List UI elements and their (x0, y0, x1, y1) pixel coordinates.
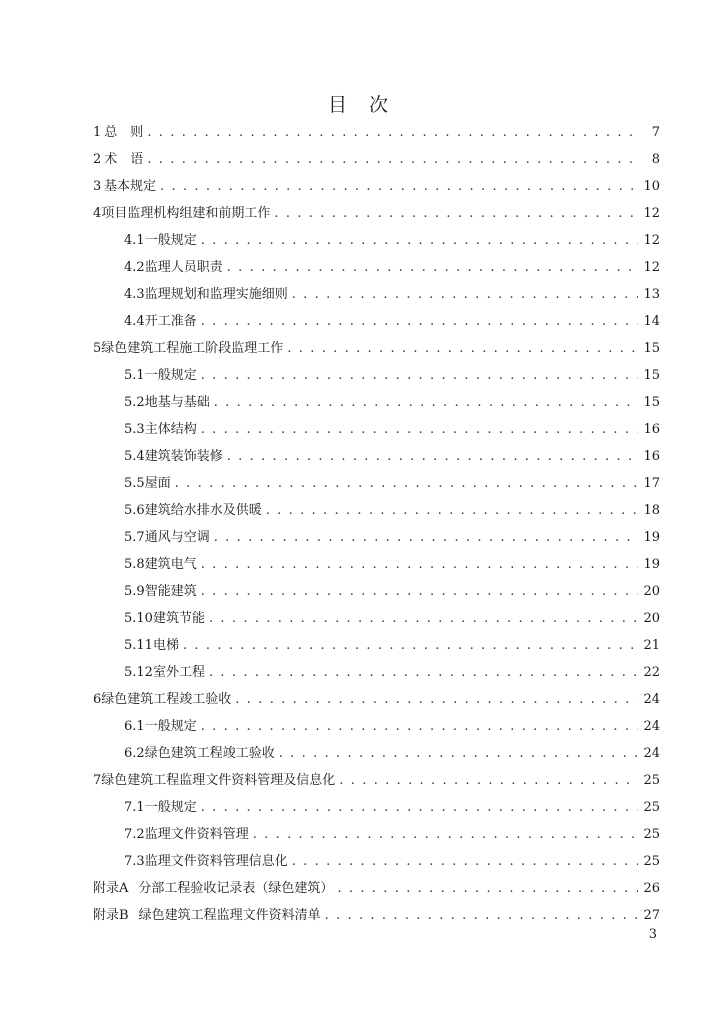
toc-entry-6[interactable] (93, 686, 660, 713)
dot-leader (214, 524, 638, 551)
toc-page-number: 17 (643, 476, 660, 491)
toc-number: 4 (93, 206, 102, 221)
toc-number: 5.11 (124, 638, 153, 653)
toc-label: 绿色建筑工程监理文件资料清单 (138, 908, 321, 923)
toc-entry-4-4[interactable] (93, 308, 660, 335)
dot-leader (201, 308, 638, 335)
toc-label: 一般规定 (144, 800, 197, 815)
dot-leader (201, 551, 638, 578)
toc-label: 建筑给水排水及供暖 (144, 503, 262, 518)
toc-entry-4[interactable] (93, 200, 660, 227)
toc-page-number: 16 (643, 422, 660, 437)
toc-entry-5-4[interactable] (93, 443, 660, 470)
toc-page-number: 25 (643, 827, 660, 842)
toc-entry-5-7[interactable] (93, 524, 660, 551)
toc-label: 绿色建筑工程监理文件资料管理及信息化 (101, 773, 336, 788)
toc-entry-5-1[interactable] (93, 362, 660, 389)
toc-entry-4-2[interactable] (93, 254, 660, 281)
toc-page-number: 22 (643, 665, 660, 680)
toc-entry-appendix-a[interactable] (93, 875, 660, 902)
toc-page-number: 14 (643, 314, 660, 329)
toc-number: 4.2 (124, 260, 145, 275)
toc-entry-7-2[interactable] (93, 821, 660, 848)
toc-entry-5-9[interactable] (93, 578, 660, 605)
toc-entry-4-1[interactable] (93, 227, 660, 254)
toc-label: 绿色建筑工程竣工验收 (101, 692, 232, 707)
toc-label: 绿色建筑工程施工阶段监理工作 (101, 341, 284, 356)
dot-leader (160, 173, 638, 200)
toc-entry-5-10[interactable] (93, 605, 660, 632)
dot-leader (292, 281, 638, 308)
toc-number: 2 (93, 152, 102, 167)
toc-page-number: 27 (643, 908, 660, 923)
toc-number: 5.8 (124, 557, 145, 572)
dot-leader (201, 713, 638, 740)
page-folio-number: 3 (648, 927, 657, 942)
toc-page-number: 26 (643, 881, 660, 896)
dot-leader (201, 578, 638, 605)
toc-page-number: 13 (643, 287, 660, 302)
toc-number: 4.3 (124, 287, 145, 302)
toc-entry-3[interactable] (93, 173, 660, 200)
toc-label: 一般规定 (144, 233, 197, 248)
dot-leader (279, 740, 638, 767)
toc-label: 监理文件资料管理信息化 (144, 854, 288, 869)
toc-number: 1 (93, 125, 102, 140)
toc-label: 监理人员职责 (144, 260, 223, 275)
toc-page-number: 19 (643, 557, 660, 572)
toc-label: 分部工程验收记录表（绿色建筑） (138, 881, 334, 896)
dot-leader (147, 119, 638, 146)
toc-number: 附录A (93, 881, 129, 896)
toc-entry-5-2[interactable] (93, 389, 660, 416)
toc-number: 5 (93, 341, 102, 356)
toc-number: 5.12 (124, 665, 153, 680)
toc-page-number: 25 (643, 800, 660, 815)
toc-number: 附录B (93, 908, 129, 923)
dot-leader (214, 389, 638, 416)
dot-leader (201, 794, 638, 821)
toc-number: 3 (93, 179, 102, 194)
toc-page-number: 18 (643, 503, 660, 518)
toc-entry-4-3[interactable] (93, 281, 660, 308)
dot-leader (201, 227, 638, 254)
toc-number: 6 (93, 692, 102, 707)
toc-label: 监理文件资料管理 (144, 827, 249, 842)
toc-entry-1[interactable] (93, 119, 660, 146)
toc-label: 智能建筑 (144, 584, 197, 599)
dot-leader (287, 335, 638, 362)
toc-label: 绿色建筑工程竣工验收 (144, 746, 275, 761)
toc-page-number: 15 (643, 368, 660, 383)
dot-leader (266, 497, 638, 524)
toc-label: 基本规定 (104, 179, 157, 194)
toc-entry-7-1[interactable] (93, 794, 660, 821)
toc-label: 一般规定 (144, 719, 197, 734)
toc-page-number: 20 (643, 611, 660, 626)
toc-entry-5-11[interactable] (93, 632, 660, 659)
toc-entry-5-6[interactable] (93, 497, 660, 524)
toc-page-number: 24 (643, 692, 660, 707)
toc-page-number: 8 (651, 152, 660, 167)
dot-leader (227, 254, 638, 281)
toc-page-number: 12 (643, 233, 660, 248)
toc-label: 建筑装饰装修 (144, 449, 223, 464)
toc-number: 5.7 (124, 530, 145, 545)
toc-number: 5.3 (124, 422, 145, 437)
toc-entry-5-12[interactable] (93, 659, 660, 686)
dot-leader (292, 848, 638, 875)
toc-label: 项目监理机构组建和前期工作 (101, 206, 271, 221)
toc-number: 5.6 (124, 503, 145, 518)
dot-leader (274, 200, 638, 227)
toc-entry-6-1[interactable] (93, 713, 660, 740)
toc-page-number: 19 (643, 530, 660, 545)
toc-entry-5-5[interactable] (93, 470, 660, 497)
toc-label: 建筑电气 (144, 557, 197, 572)
dot-leader (337, 875, 638, 902)
table-of-contents (93, 119, 660, 929)
toc-label: 建筑节能 (152, 611, 205, 626)
toc-label: 开工准备 (144, 314, 197, 329)
toc-label: 一般规定 (144, 368, 197, 383)
toc-entry-appendix-b[interactable] (93, 902, 660, 929)
toc-label: 电梯 (152, 638, 179, 653)
toc-number: 7.1 (124, 800, 145, 815)
toc-entry-2[interactable] (93, 146, 660, 173)
toc-number: 6.1 (124, 719, 145, 734)
toc-label: 总 则 (104, 125, 144, 140)
toc-number: 7 (93, 773, 102, 788)
toc-number: 7.2 (124, 827, 145, 842)
toc-number: 5.2 (124, 395, 145, 410)
toc-number: 5.4 (124, 449, 145, 464)
toc-entry-5[interactable] (93, 335, 660, 362)
toc-number: 7.3 (124, 854, 145, 869)
toc-page-number: 7 (651, 125, 660, 140)
toc-number: 6.2 (124, 746, 145, 761)
toc-page-number: 12 (643, 206, 660, 221)
toc-number: 5.5 (124, 476, 145, 491)
toc-page-number: 15 (643, 341, 660, 356)
toc-page-number: 25 (643, 854, 660, 869)
dot-leader (183, 632, 638, 659)
toc-label: 术 语 (104, 152, 144, 167)
dot-leader (209, 659, 638, 686)
dot-leader (325, 902, 638, 929)
dot-leader (147, 146, 638, 173)
toc-page-number: 10 (643, 179, 660, 194)
toc-page-number: 12 (643, 260, 660, 275)
toc-page-number: 16 (643, 449, 660, 464)
dot-leader (209, 605, 638, 632)
toc-number: 4.4 (124, 314, 145, 329)
toc-number: 5.10 (124, 611, 153, 626)
toc-label: 地基与基础 (144, 395, 210, 410)
toc-entry-7[interactable] (93, 767, 660, 794)
dot-leader (235, 686, 638, 713)
toc-page-number: 24 (643, 719, 660, 734)
dot-leader (253, 821, 638, 848)
toc-page-number: 20 (643, 584, 660, 599)
dot-leader (175, 470, 638, 497)
toc-page-number: 15 (643, 395, 660, 410)
dot-leader (201, 416, 638, 443)
toc-entry-5-3[interactable] (93, 416, 660, 443)
toc-number: 5.9 (124, 584, 145, 599)
toc-number: 4.1 (124, 233, 145, 248)
toc-entry-6-2[interactable] (93, 740, 660, 767)
toc-entry-5-8[interactable] (93, 551, 660, 578)
toc-label: 通风与空调 (144, 530, 210, 545)
toc-label: 主体结构 (144, 422, 197, 437)
dot-leader (227, 443, 638, 470)
page-title: 目 次 (327, 94, 397, 116)
toc-label: 监理规划和监理实施细则 (144, 287, 288, 302)
toc-page-number: 21 (643, 638, 660, 653)
dot-leader (201, 362, 638, 389)
toc-page-number: 25 (643, 773, 660, 788)
toc-entry-7-3[interactable] (93, 848, 660, 875)
toc-label: 屋面 (144, 476, 171, 491)
toc-number: 5.1 (124, 368, 145, 383)
toc-page-number: 24 (643, 746, 660, 761)
dot-leader (339, 767, 638, 794)
toc-label: 室外工程 (152, 665, 205, 680)
